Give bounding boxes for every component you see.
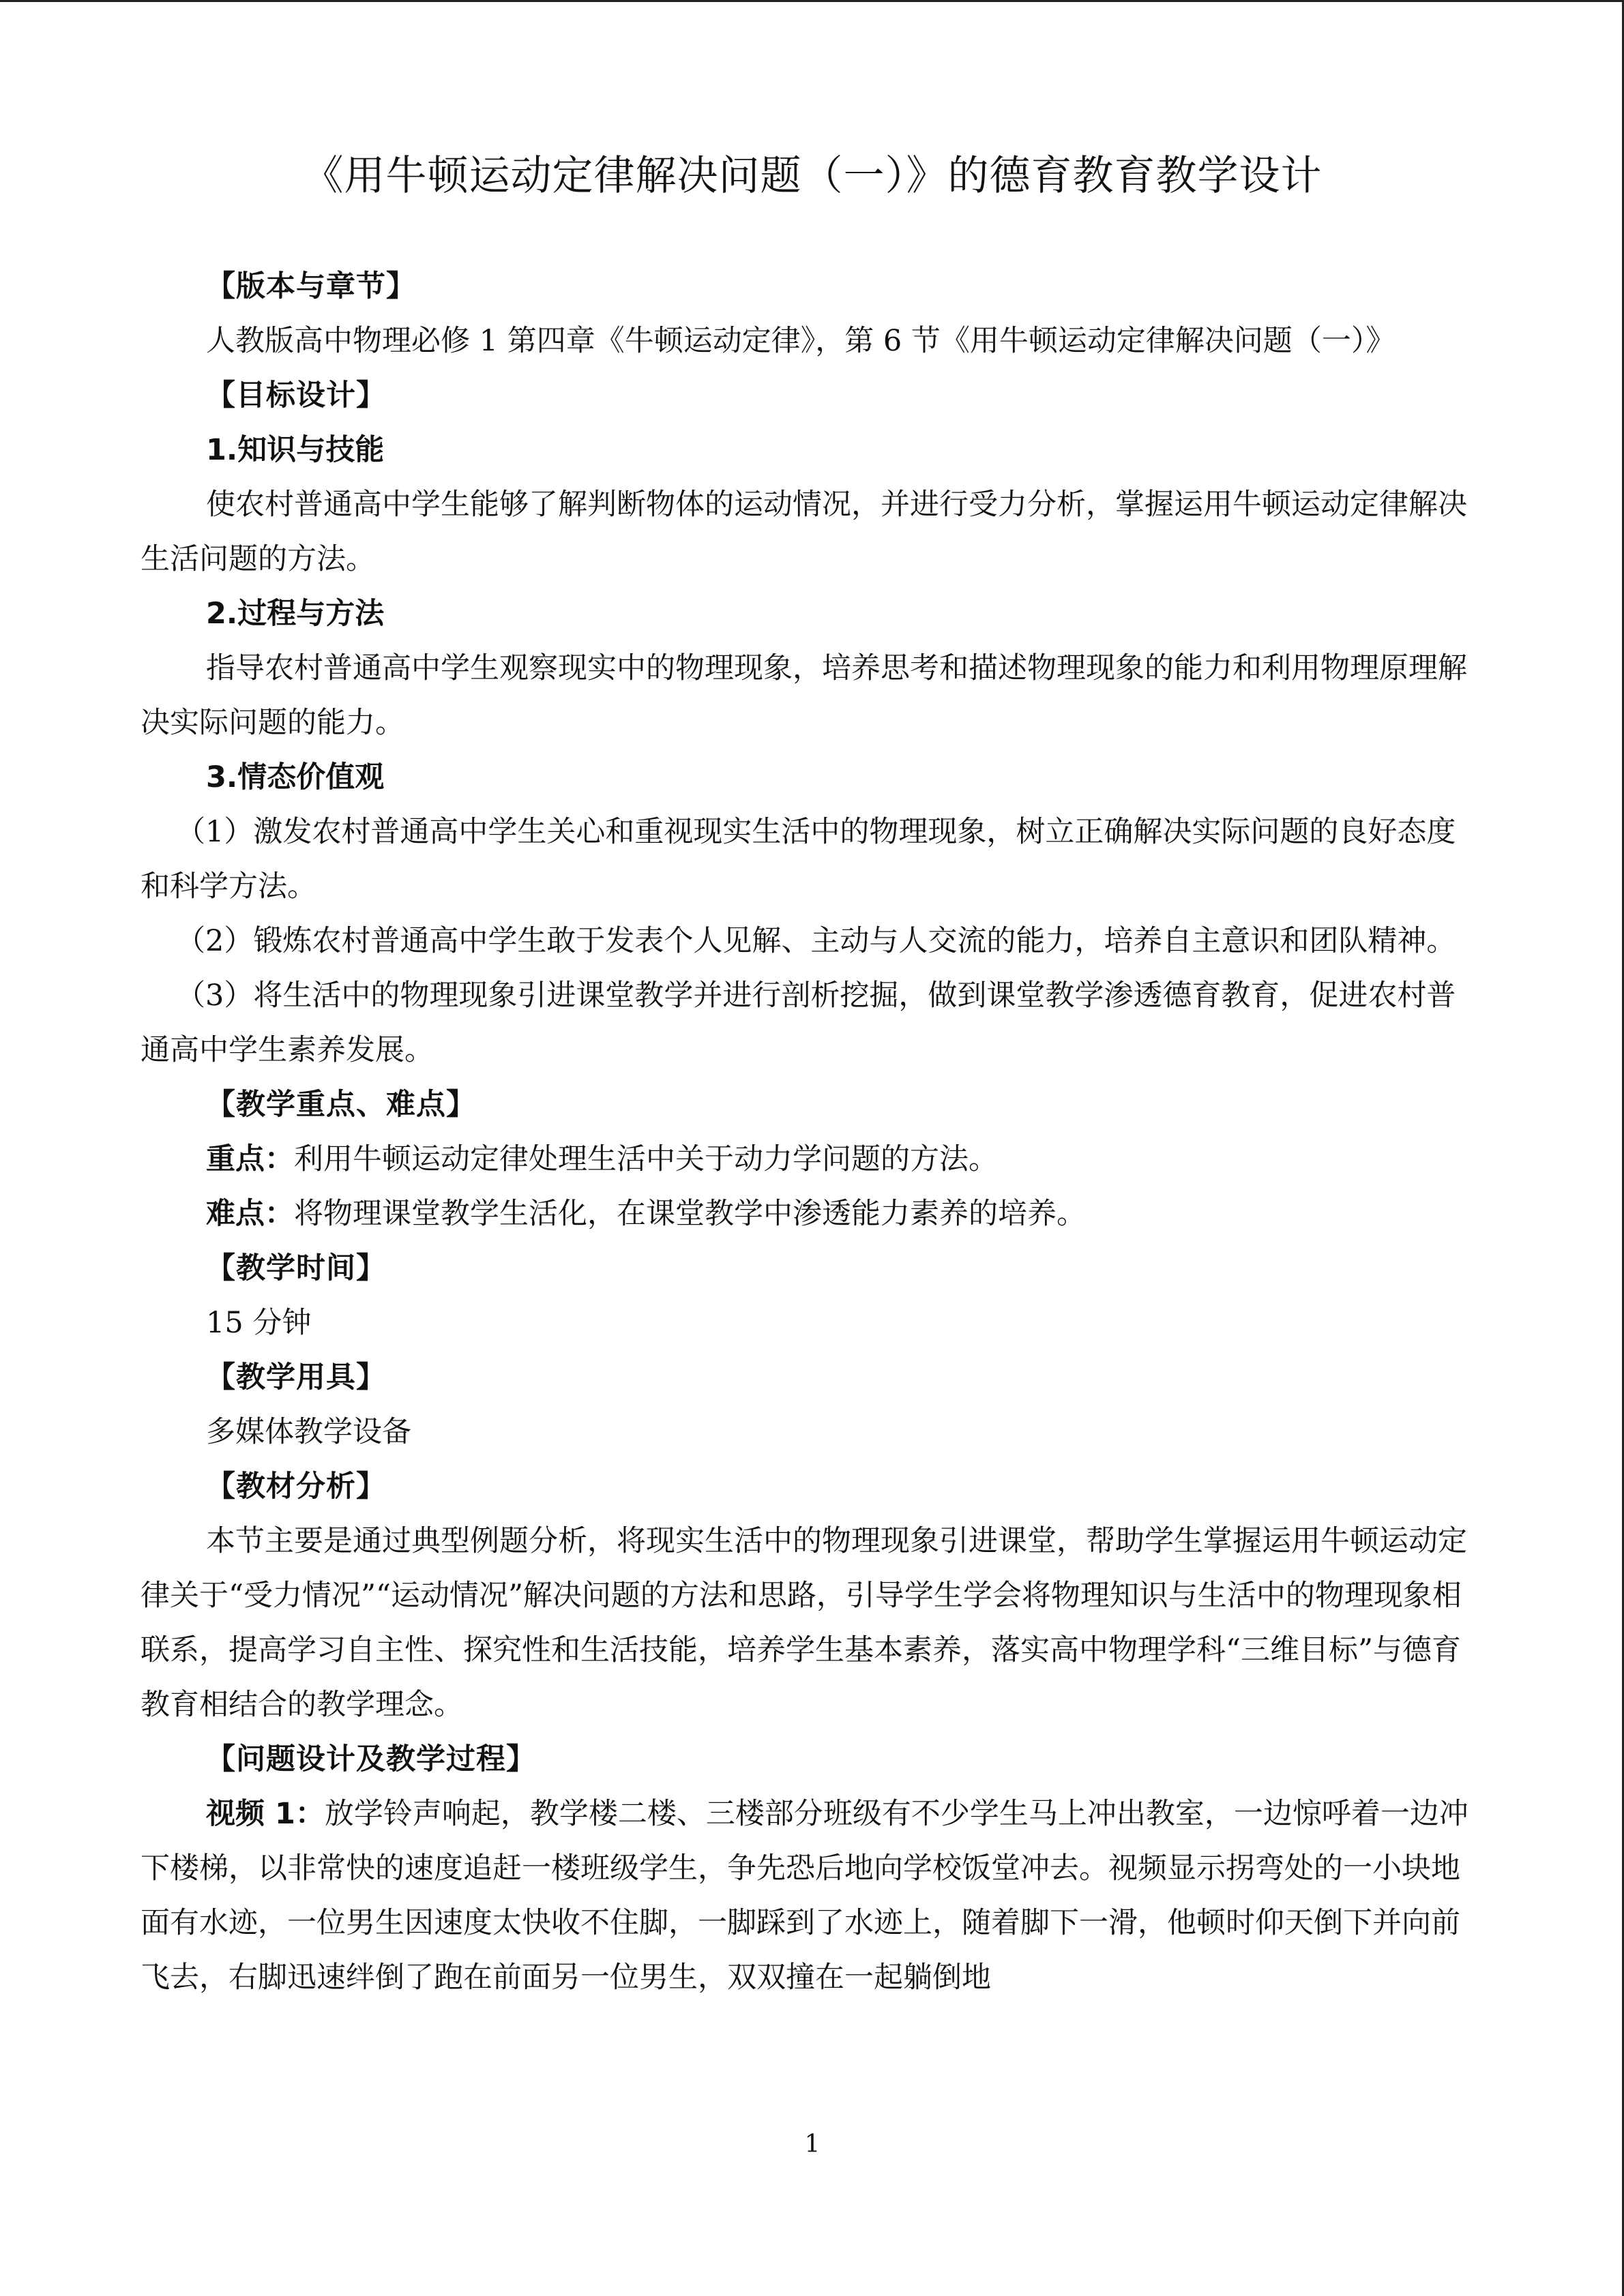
goal-knowledge-text: 使农村普通高中学生能够了解判断物体的运动情况，并进行受力分析，掌握运用牛顿运动定律解决生活问题的方法。: [141, 488, 1467, 576]
section-heading-edition: 【版本与章节】: [206, 269, 416, 303]
section-heading-tools: 【教学用具】: [206, 1360, 386, 1395]
difficulty-label: 难点：: [206, 1197, 294, 1231]
difficulty-text: 将物理课堂教学生活化，在课堂教学中渗透能力素养的培养。: [294, 1197, 1086, 1231]
goal-values-item-2: （2）锻炼农村普通高中学生敢于发表个人见解、主动与人交流的能力，培养自主意识和团队精神。: [176, 924, 1456, 958]
time-text: 15 分钟: [206, 1306, 312, 1340]
goal-process-heading: 2.过程与方法: [206, 597, 385, 631]
design-video-1: [141, 1787, 1484, 2005]
section-heading-goals: 【目标设计】: [206, 378, 386, 413]
section-heading-key-points: 【教学重点、难点】: [206, 1088, 476, 1122]
section-heading-design: 【问题设计及教学过程】: [206, 1742, 536, 1776]
key-point-difficulty: [141, 1187, 1484, 1241]
goal-values-item-3: （3）将生活中的物理现象引进课堂教学并进行剖析挖掘，做到课堂教学渗透德育教育，促进农村普通高中学生素养发展。: [141, 979, 1456, 1067]
analysis-text: 本节主要是通过典型例题分析，将现实生活中的物理现象引进课堂，帮助学生掌握运用牛顿运动定律关于“受力情况”“运动情况”解决问题的方法和思路，引导学生学会将物理知识与生活中的物理现象相联系，提高学习自主性、探究性和生活技能，培养学生基本素养，落实高中物理学科“三维目标”与德育教育相结合的教学理念。: [141, 1524, 1467, 1722]
video-text: 放学铃声响起，教学楼二楼、三楼部分班级有不少学生马上冲出教室，一边惊呼着一边冲下楼梯，以非常快的速度追赶一楼班级学生，争先恐后地向学校饭堂冲去。视频显示拐弯处的一小块地面有水迹，一位男生因速度太快收不住脚，一脚踩到了水迹上，随着脚下一滑，他顿时仰天倒下并向前飞去，右脚迅速绊倒了跑在前面另一位男生，双双撞在一起躺倒地: [141, 1797, 1468, 1995]
edition-text: 人教版高中物理必修 1 第四章《牛顿运动定律》，第 6 节《用牛顿运动定律解决问题（一）》: [206, 324, 1396, 358]
video-label: 视频 1：: [206, 1797, 325, 1831]
document-body: [141, 259, 1484, 2005]
key-point-focus: [141, 1132, 1484, 1187]
tools-text: 多媒体教学设备: [206, 1415, 411, 1449]
goal-values-item-1: （1）激发农村普通高中学生关心和重视现实生活中的物理现象，树立正确解决实际问题的良好态度和科学方法。: [141, 815, 1456, 904]
focus-text: 利用牛顿运动定律处理生活中关于动力学问题的方法。: [294, 1142, 998, 1176]
document-title: 《用牛顿运动定律解决问题（一）》的德育教育教学设计: [302, 152, 1323, 200]
goal-values-heading: 3.情态价值观: [206, 760, 385, 794]
section-heading-time: 【教学时间】: [206, 1251, 386, 1285]
focus-label: 重点：: [206, 1142, 294, 1176]
page-number: 1: [804, 2130, 821, 2158]
goal-knowledge-heading: 1.知识与技能: [206, 433, 385, 467]
section-heading-analysis: 【教材分析】: [206, 1470, 386, 1504]
page-border-top: [0, 0, 1624, 2]
goal-process-text: 指导农村普通高中学生观察现实中的物理现象，培养思考和描述物理现象的能力和利用物理原理解决实际问题的能力。: [141, 651, 1467, 740]
